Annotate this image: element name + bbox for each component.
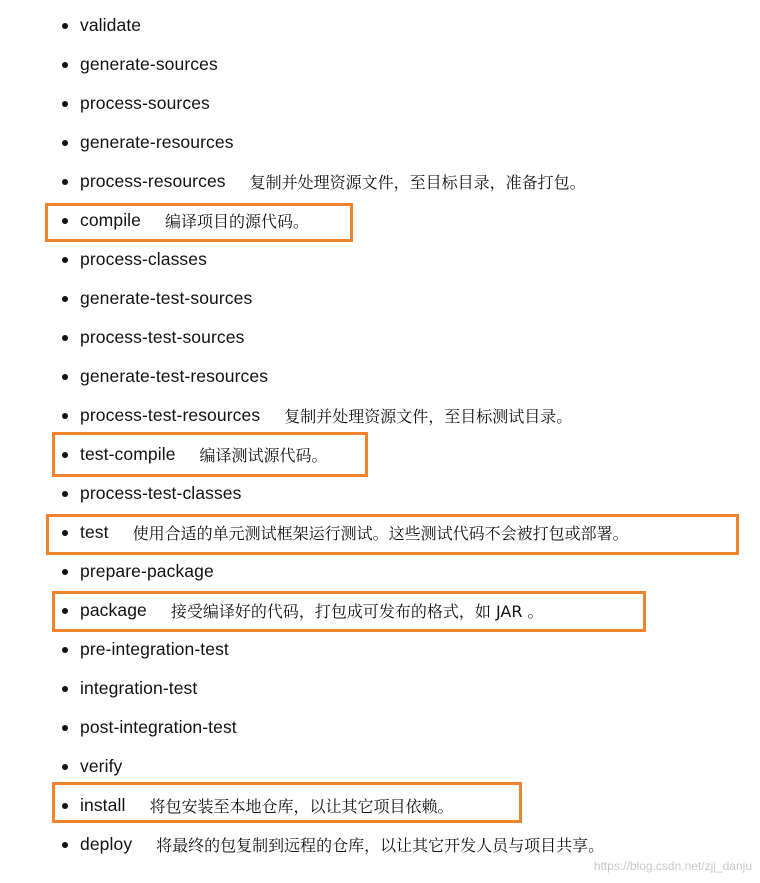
phase-name: post-integration-test (80, 717, 237, 737)
phase-name: generate-test-sources (80, 288, 253, 308)
lifecycle-phase-item (62, 162, 586, 201)
bullet-icon (62, 647, 68, 653)
bullet-icon (62, 23, 68, 29)
phase-description: 复制并处理资源文件，至目标目录，准备打包。 (249, 173, 586, 192)
lifecycle-phase-item (62, 279, 252, 318)
phase-name: process-sources (80, 93, 210, 113)
phase-name: pre-integration-test (80, 639, 229, 659)
bullet-icon (62, 569, 68, 575)
lifecycle-phase-item (62, 747, 122, 786)
phase-name: deploy (80, 834, 133, 854)
bullet-icon (62, 101, 68, 107)
watermark-text: https://blog.csdn.net/zjj_danju (593, 859, 752, 873)
highlight-box-compile (45, 203, 353, 242)
lifecycle-phase-item (62, 552, 214, 591)
lifecycle-phase-item (62, 357, 268, 396)
lifecycle-phase-item (62, 84, 210, 123)
bullet-icon (62, 764, 68, 770)
phase-name: integration-test (80, 678, 198, 698)
bullet-icon (62, 686, 68, 692)
lifecycle-phase-item (62, 123, 234, 162)
phase-name: generate-test-resources (80, 366, 269, 386)
phase-name: install (80, 795, 126, 815)
phase-name: validate (80, 15, 142, 35)
lifecycle-phase-item (62, 45, 218, 84)
lifecycle-phase-item (62, 474, 242, 513)
phase-description: 编译项目的源代码。 (165, 212, 310, 231)
phase-name: process-resources (80, 171, 226, 191)
phase-description: 将最终的包复制到远程的仓库，以让其它开发人员与项目共享。 (156, 836, 605, 855)
lifecycle-phase-item (62, 6, 141, 45)
highlight-box-test-compile (52, 432, 368, 477)
phase-name: generate-resources (80, 132, 234, 152)
phase-description: 编译测试源代码。 (199, 446, 328, 465)
phase-description: 将包安装至本地仓库，以让其它项目依赖。 (149, 797, 454, 816)
bullet-icon (62, 491, 68, 497)
phase-name: test-compile (80, 444, 176, 464)
phase-name: process-classes (80, 249, 207, 269)
bullet-icon (62, 62, 68, 68)
phase-name: verify (80, 756, 123, 776)
bullet-icon (62, 725, 68, 731)
bullet-icon (62, 296, 68, 302)
phase-name: package (80, 600, 147, 620)
highlight-box-install (52, 782, 522, 823)
phase-description: 接受编译好的代码，打包成可发布的格式，如 JAR 。 (170, 602, 544, 621)
bullet-icon (62, 374, 68, 380)
phase-name: process-test-resources (80, 405, 261, 425)
phase-name: compile (80, 210, 142, 230)
lifecycle-phase-item (62, 240, 207, 279)
phase-name: prepare-package (80, 561, 214, 581)
bullet-icon (62, 257, 68, 263)
lifecycle-phase-item (62, 708, 237, 747)
highlight-box-package (52, 591, 646, 632)
bullet-icon (62, 842, 68, 848)
phase-name: process-test-classes (80, 483, 242, 503)
phase-name: process-test-sources (80, 327, 245, 347)
bullet-icon (62, 335, 68, 341)
phase-description: 复制并处理资源文件，至目标测试目录。 (284, 407, 573, 426)
lifecycle-phase-item (62, 630, 229, 669)
bullet-icon (62, 140, 68, 146)
phase-description: 使用合适的单元测试框架运行测试。这些测试代码不会被打包或部署。 (132, 524, 629, 543)
lifecycle-phase-item (62, 669, 197, 708)
phase-name: test (80, 522, 109, 542)
highlight-box-test (46, 514, 739, 555)
bullet-icon (62, 179, 68, 185)
lifecycle-phase-item (62, 825, 604, 864)
lifecycle-phase-item (62, 396, 572, 435)
lifecycle-phase-item (62, 318, 244, 357)
bullet-icon (62, 413, 68, 419)
phase-name: generate-sources (80, 54, 218, 74)
